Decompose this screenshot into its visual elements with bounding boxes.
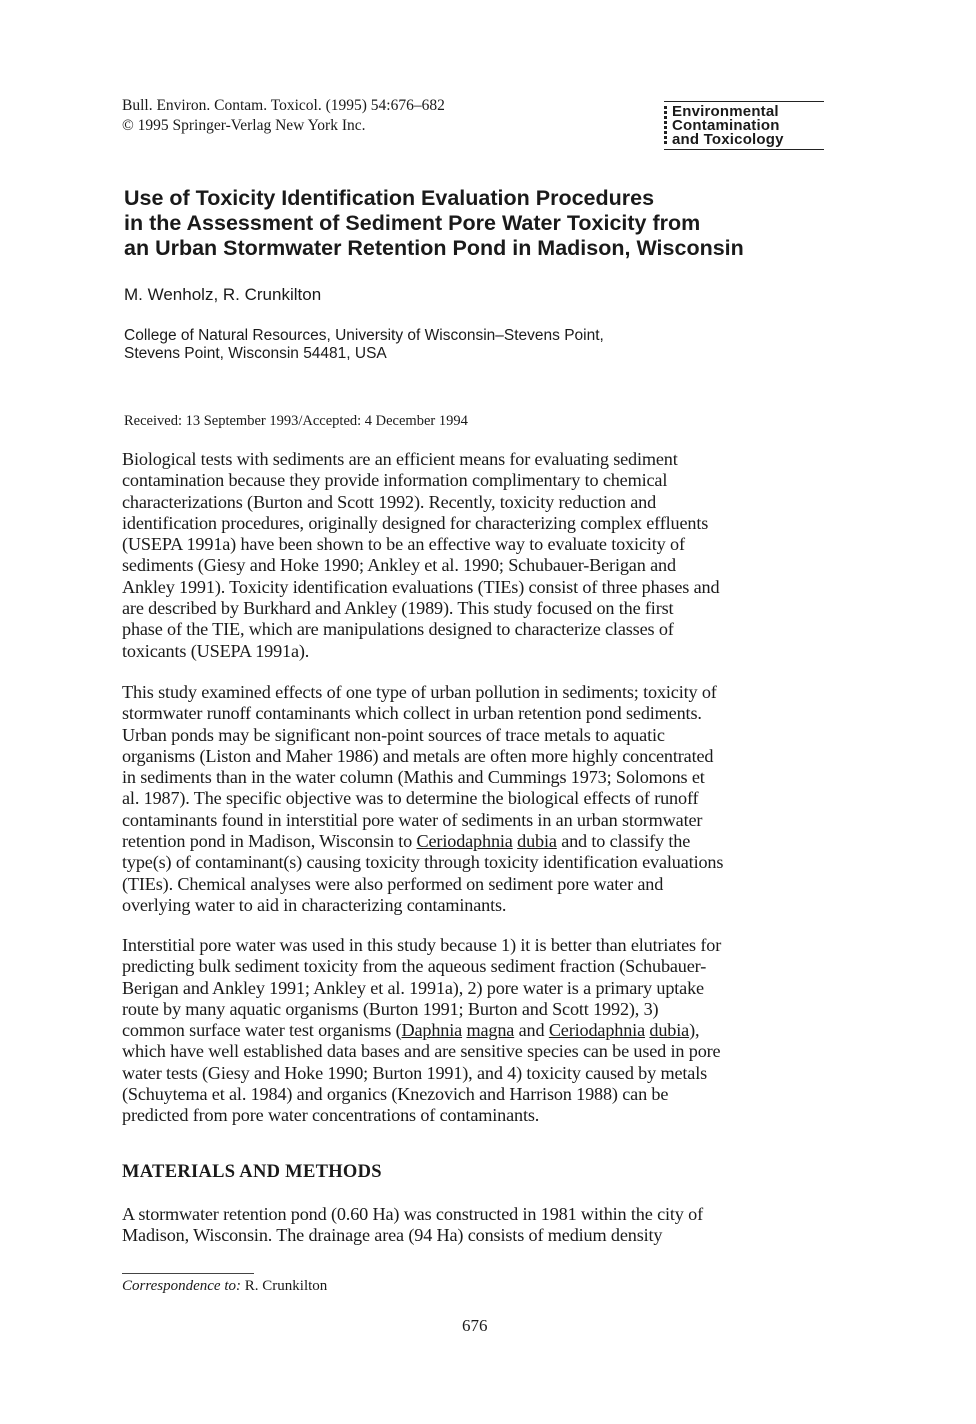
text-line: Biological tests with sediments are an efficient means for evaluating sediment xyxy=(122,449,678,469)
text-line xyxy=(122,1020,862,1041)
text-line: identification procedures, originally designed for characterizing complex effluents xyxy=(122,512,709,533)
title-line: in the Assessment of Sediment Pore Water Toxicity from xyxy=(124,211,701,235)
text-line: in sediments than in the water column (Mathis and Cummings 1973; Solomons et xyxy=(122,767,705,788)
text-line: characterizations (Burton and Scott 1992). Recently, toxicity reduction and xyxy=(122,491,657,512)
text-line: A stormwater retention pond (0.60 Ha) was constructed in 1981 within the city of xyxy=(122,1204,703,1224)
text-line: route by many aquatic organisms (Burton 1991; Burton and Scott 1992), 3) xyxy=(122,998,659,1019)
footnote-name: R. Crunkilton xyxy=(244,1278,328,1294)
title-line: Use of Toxicity Identification Evaluation Procedures xyxy=(124,186,655,210)
text-line: stormwater runoff contaminants which collect in urban retention pond sediments. xyxy=(122,703,702,724)
text-line: sediments (Giesy and Hoke 1990; Ankley et al. 1990; Schubauer-Berigan and xyxy=(122,555,676,576)
text-line: Ankley 1991). Toxicity identification evaluations (TIEs) consist of three phases and xyxy=(122,576,720,597)
text-line: organisms (Liston and Maher 1986) and metals are often more highly concentrated xyxy=(122,745,714,766)
text-line: (TIEs). Chemical analyses were also performed on sediment pore water and xyxy=(122,873,664,894)
citation-header xyxy=(122,96,445,136)
text-line: contamination because they provide information complimentary to chemical xyxy=(122,470,668,491)
paper-title xyxy=(124,186,864,261)
text-fragment: retention pond in Madison, Wisconsin to xyxy=(122,831,417,852)
species-name-genus: Daphnia xyxy=(401,1020,463,1041)
footnote xyxy=(122,1277,327,1295)
authors: M. Wenholz, R. Crunkilton xyxy=(124,285,322,304)
species-name-epithet: dubia xyxy=(517,831,557,852)
affiliation-line: Stevens Point, Wisconsin 54481, USA xyxy=(124,345,387,362)
text-line: which have well established data bases and are sensitive species can be used in pore xyxy=(122,1041,721,1062)
text-line: (Schuytema et al. 1984) and organics (Knezovich and Harrison 1988) can be xyxy=(122,1084,669,1105)
body-paragraph xyxy=(122,1204,862,1247)
affiliation-line: College of Natural Resources, University of Wisconsin–Stevens Point, xyxy=(124,327,604,344)
text-fragment: and to classify the xyxy=(556,831,691,852)
footnote-label: Correspondence to: xyxy=(122,1278,242,1294)
species-name-epithet: dubia xyxy=(649,1020,690,1041)
text-line: Interstitial pore water was used in this study because 1) it is better than elutriates for xyxy=(122,935,722,955)
text-line: Urban ponds may be significant non-point sources of trace metals to aquatic xyxy=(122,724,665,745)
text-fragment: ), xyxy=(689,1020,700,1041)
species-name-genus: Ceriodaphnia xyxy=(416,831,513,852)
text-fragment: and xyxy=(514,1020,549,1041)
citation-line: Bull. Environ. Contam. Toxicol. (1995) 54:676–682 xyxy=(122,97,445,114)
text-line: Madison, Wisconsin. The drainage area (94 Ha) consists of medium density xyxy=(122,1225,663,1246)
section-heading: MATERIALS AND METHODS xyxy=(122,1162,382,1182)
text-line: predicted from pore water concentrations of contaminants. xyxy=(122,1105,540,1126)
text-line: water tests (Giesy and Hoke 1990; Burton 1991), and 4) toxicity caused by metals xyxy=(122,1062,708,1083)
text-line: predicting bulk sediment toxicity from the aqueous sediment fraction (Schubauer- xyxy=(122,956,707,977)
species-name-genus: Ceriodaphnia xyxy=(548,1020,645,1041)
text-line xyxy=(122,831,862,852)
text-fragment: common surface water test organisms ( xyxy=(122,1020,402,1041)
body-paragraph xyxy=(122,449,862,662)
text-line: al. 1987). The specific objective was to determine the biological effects of runoff xyxy=(122,788,699,809)
text-line: Berigan and Ankley 1991; Ankley et al. 1991a), 2) pore water is a primary uptake xyxy=(122,977,704,998)
text-line: contaminants found in interstitial pore water of sediments in an urban stormwater xyxy=(122,809,703,830)
logo-line: and Toxicology xyxy=(672,131,784,148)
footnote-divider xyxy=(122,1273,254,1274)
title-line: an Urban Stormwater Retention Pond in Madison, Wisconsin xyxy=(124,236,744,260)
text-line: phase of the TIE, which are manipulations designed to characterize classes of xyxy=(122,619,674,640)
received-date: Received: 13 September 1993/Accepted: 4 December 1994 xyxy=(124,413,468,429)
text-line: (USEPA 1991a) have been shown to be an effective way to evaluate toxicity of xyxy=(122,534,685,555)
text-line: are described by Burkhard and Ankley (1989). This study focused on the first xyxy=(122,598,674,619)
text-line: type(s) of contaminant(s) causing toxicity through toxicity identification evaluations xyxy=(122,852,724,873)
copyright-line: © 1995 Springer-Verlag New York Inc. xyxy=(122,117,366,134)
logo-line: Environmental xyxy=(672,103,779,120)
affiliation xyxy=(124,327,844,363)
text-line: toxicants (USEPA 1991a). xyxy=(122,640,310,661)
page-number: 676 xyxy=(462,1316,488,1335)
journal-logo xyxy=(664,101,824,150)
species-name-epithet: magna xyxy=(466,1020,515,1041)
text-line: This study examined effects of one type of urban pollution in sediments; toxicity of xyxy=(122,682,717,702)
body-paragraph xyxy=(122,935,862,1127)
body-paragraph xyxy=(122,682,862,916)
logo-line: Contamination xyxy=(672,117,780,134)
text-line: overlying water to aid in characterizing contaminants. xyxy=(122,894,507,915)
